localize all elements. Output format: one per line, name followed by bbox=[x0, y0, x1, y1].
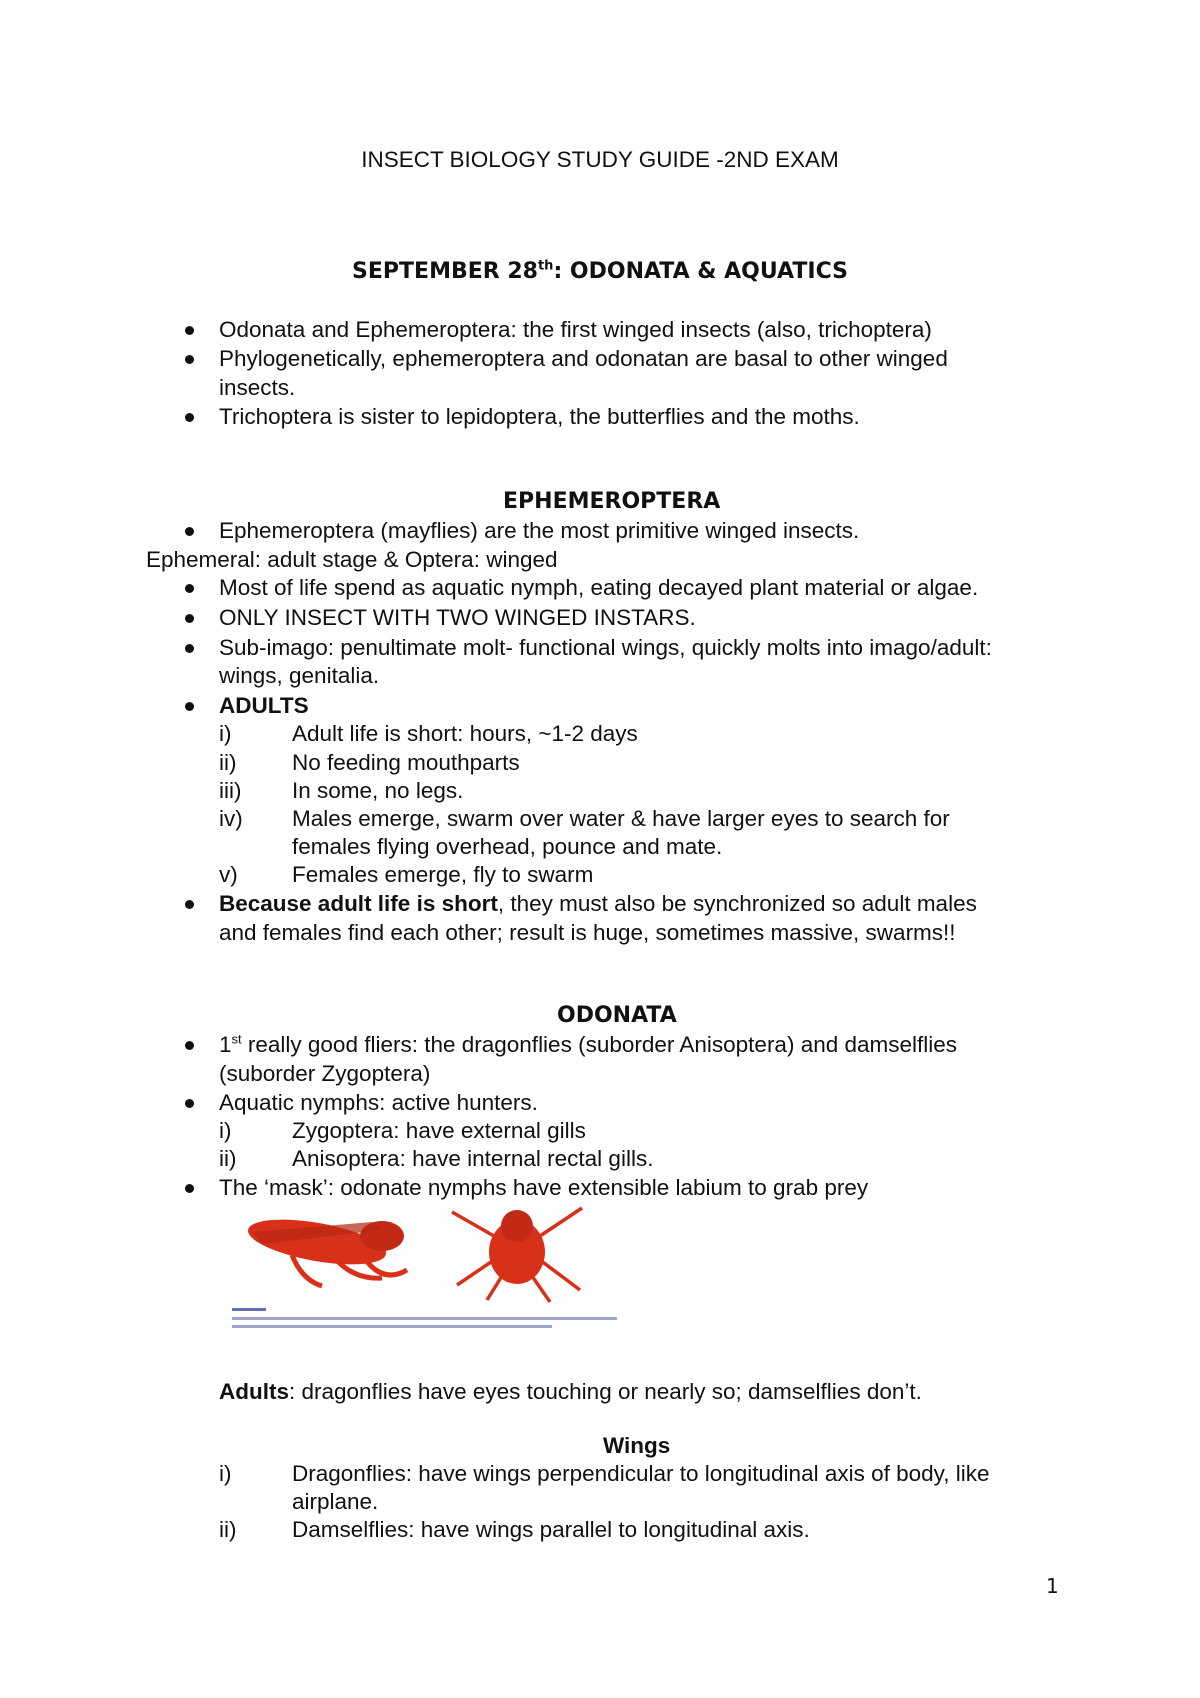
list-number: iv) bbox=[219, 806, 243, 831]
section-heading-september bbox=[0, 258, 1200, 286]
bullet-dot bbox=[185, 1041, 194, 1050]
list-number: ii) bbox=[219, 1517, 237, 1542]
bullet-text bbox=[219, 1031, 957, 1059]
bullet-dot bbox=[185, 702, 194, 711]
wings-heading: Wings bbox=[603, 1433, 671, 1458]
text-run: really good fliers: the dragonflies (suborder Anisoptera) and damselflies bbox=[241, 1032, 958, 1057]
heading-text: : ODONATA & AQUATICS bbox=[553, 259, 848, 284]
list-item-continued: females flying overhead, pounce and mate. bbox=[292, 834, 723, 859]
list-item: Females emerge, fly to swarm bbox=[292, 862, 594, 887]
bullet-text: Odonata and Ephemeroptera: the first winged insects (also, trichoptera) bbox=[219, 317, 932, 342]
bullet-dot bbox=[185, 900, 194, 909]
list-number: i) bbox=[219, 721, 232, 746]
list-number: ii) bbox=[219, 1146, 237, 1171]
bullet-dot bbox=[185, 413, 194, 422]
bullet-dot bbox=[185, 584, 194, 593]
bullet-text bbox=[219, 890, 977, 918]
list-number: i) bbox=[219, 1461, 232, 1486]
heading-sup: th bbox=[537, 258, 554, 274]
bullet-text: Ephemeroptera (mayflies) are the most primitive winged insects. bbox=[219, 518, 860, 543]
bullet-text: ONLY INSECT WITH TWO WINGED INSTARS. bbox=[219, 605, 696, 630]
bullet-dot bbox=[185, 527, 194, 536]
nymph-side-view-image bbox=[245, 1211, 407, 1286]
bullet-dot bbox=[185, 1184, 194, 1193]
section-heading-odonata: ODONATA bbox=[557, 1003, 677, 1028]
bullet-text: The ‘mask’: odonate nymphs have extensible labium to grab prey bbox=[219, 1175, 869, 1200]
list-item: No feeding mouthparts bbox=[292, 750, 520, 775]
bullet-text: Most of life spend as aquatic nymph, eating decayed plant material or algae. bbox=[219, 575, 979, 600]
bullet-text: Phylogenetically, ephemeroptera and odonatan are basal to other winged bbox=[219, 346, 948, 371]
page-number: 1 bbox=[1046, 1574, 1059, 1598]
list-item: Males emerge, swarm over water & have larger eyes to search for bbox=[292, 806, 950, 831]
bullet-text-continued: (suborder Zygoptera) bbox=[219, 1061, 431, 1086]
list-item: In some, no legs. bbox=[292, 778, 464, 803]
bullet-dot bbox=[185, 355, 194, 364]
ordinal-sup: st bbox=[231, 1031, 242, 1047]
list-item: Anisoptera: have internal rectal gills. bbox=[292, 1146, 654, 1171]
bullet-dot bbox=[185, 326, 194, 335]
bullet-text-continued: insects. bbox=[219, 375, 296, 400]
figure-caption-image bbox=[232, 1308, 617, 1328]
list-item: Dragonflies: have wings perpendicular to longitudinal axis of body, like bbox=[292, 1461, 990, 1486]
adults-paragraph bbox=[219, 1378, 922, 1406]
list-number: i) bbox=[219, 1118, 232, 1143]
text-run: , they must also be synchronized so adult males bbox=[497, 891, 977, 916]
list-item: Zygoptera: have external gills bbox=[292, 1118, 586, 1143]
text-run: : dragonflies have eyes touching or nearly so; damselflies don’t. bbox=[289, 1379, 922, 1404]
bullet-text: Sub-imago: penultimate molt- functional wings, quickly molts into imago/adult: bbox=[219, 635, 992, 660]
bold-phrase: Adults bbox=[219, 1379, 289, 1404]
bullet-dot bbox=[185, 614, 194, 623]
bold-phrase: Because adult life is short bbox=[219, 891, 498, 916]
text-run: 1 bbox=[219, 1032, 232, 1057]
bullet-dot bbox=[185, 1099, 194, 1108]
list-number: ii) bbox=[219, 750, 237, 775]
bullet-text: Aquatic nymphs: active hunters. bbox=[219, 1090, 538, 1115]
section-heading-ephemeroptera: EPHEMEROPTERA bbox=[503, 489, 721, 514]
bullet-text-continued: and females find each other; result is huge, sometimes massive, swarms!! bbox=[219, 920, 956, 945]
plain-note: Ephemeral: adult stage & Optera: winged bbox=[146, 547, 558, 572]
bullet-text: Trichoptera is sister to lepidoptera, the butterflies and the moths. bbox=[219, 404, 860, 429]
nymph-figure bbox=[232, 1200, 632, 1350]
adults-label: ADULTS bbox=[219, 693, 309, 718]
list-item: Damselflies: have wings parallel to longitudinal axis. bbox=[292, 1517, 810, 1542]
list-item-continued: airplane. bbox=[292, 1489, 379, 1514]
bullet-dot bbox=[185, 644, 194, 653]
list-number: v) bbox=[219, 862, 238, 887]
list-number: iii) bbox=[219, 778, 242, 803]
document-title: INSECT BIOLOGY STUDY GUIDE -2ND EXAM bbox=[361, 147, 839, 172]
nymph-front-view-image bbox=[452, 1208, 582, 1302]
heading-text: SEPTEMBER 28 bbox=[352, 259, 538, 284]
bullet-text-continued: wings, genitalia. bbox=[219, 663, 380, 688]
list-item: Adult life is short: hours, ~1-2 days bbox=[292, 721, 638, 746]
